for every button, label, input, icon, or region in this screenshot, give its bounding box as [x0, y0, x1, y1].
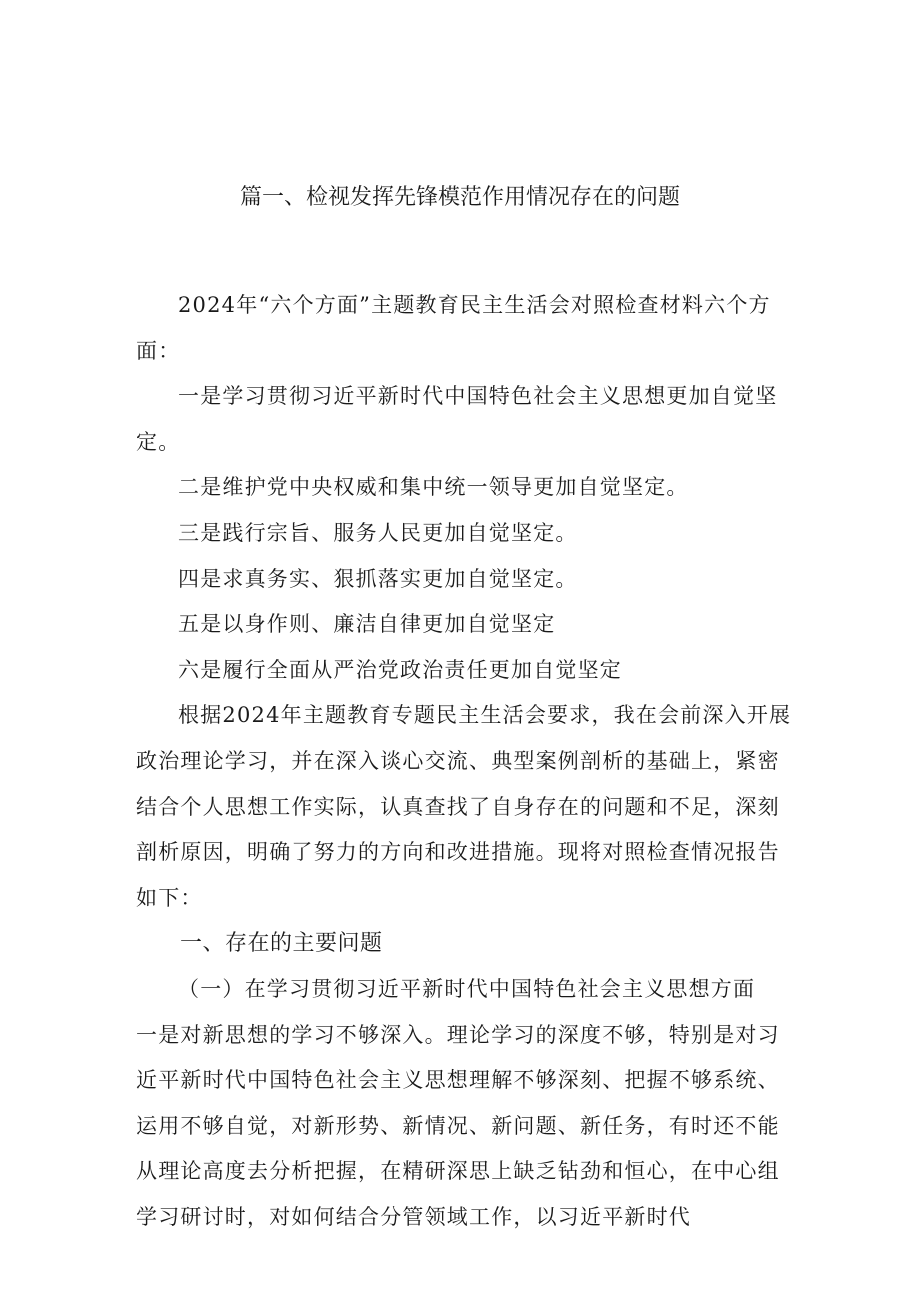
point-six-paragraph: 六是履行全面从严治党政治责任更加自觉坚定: [178, 657, 622, 682]
section-heading: 一、存在的主要问题: [180, 931, 383, 957]
report-intro-paragraph: 根据2024年主题教育专题民主生活会要求，我在会前深入开展政治理论学习，并在深入谈心交流、典型案例剖析的基础上，紧密结合个人思想工作实际，认真查找了自身存在的问题和不足，深刻剖析原因，明确了努力的方向和改进措施。现将对照检查情况报告如下：: [136, 703, 792, 910]
intro-paragraph: 2024年“六个方面”主题教育民主生活会对照检查材料六个方面：: [136, 293, 771, 363]
point-five-paragraph: 五是以身作则、廉洁自律更加自觉坚定: [178, 612, 556, 637]
document-body: [136, 283, 792, 1240]
point-two-paragraph: 二是维护党中央权威和集中统一领导更加自觉坚定。: [178, 475, 689, 500]
point-three-paragraph: 三是践行宗旨、服务人民更加自觉坚定。: [178, 520, 578, 545]
document-title: 篇一、检视发挥先锋模范作用情况存在的问题: [239, 185, 680, 210]
point-four-paragraph: 四是求真务实、狠抓落实更加自觉坚定。: [178, 566, 578, 591]
point-one-paragraph: 一是学习贯彻习近平新时代中国特色社会主义思想更加自觉坚定。: [136, 384, 778, 454]
subsection-heading: （一）在学习贯彻习近平新时代中国特色社会主义思想方面: [178, 976, 756, 1001]
section-paragraph: 一是对新思想的学习不够深入。理论学习的深度不够，特别是对习近平新时代中国特色社会主义思想理解不够深刻、把握不够系统、运用不够自觉，对新形势、新情况、新问题、新任务，有时还不能从理论高度去分析把握，在精研深思上缺乏钻劲和恒心，在中心组学习研讨时，对如何结合分管领域工作，以习近平新时代: [136, 1022, 780, 1229]
